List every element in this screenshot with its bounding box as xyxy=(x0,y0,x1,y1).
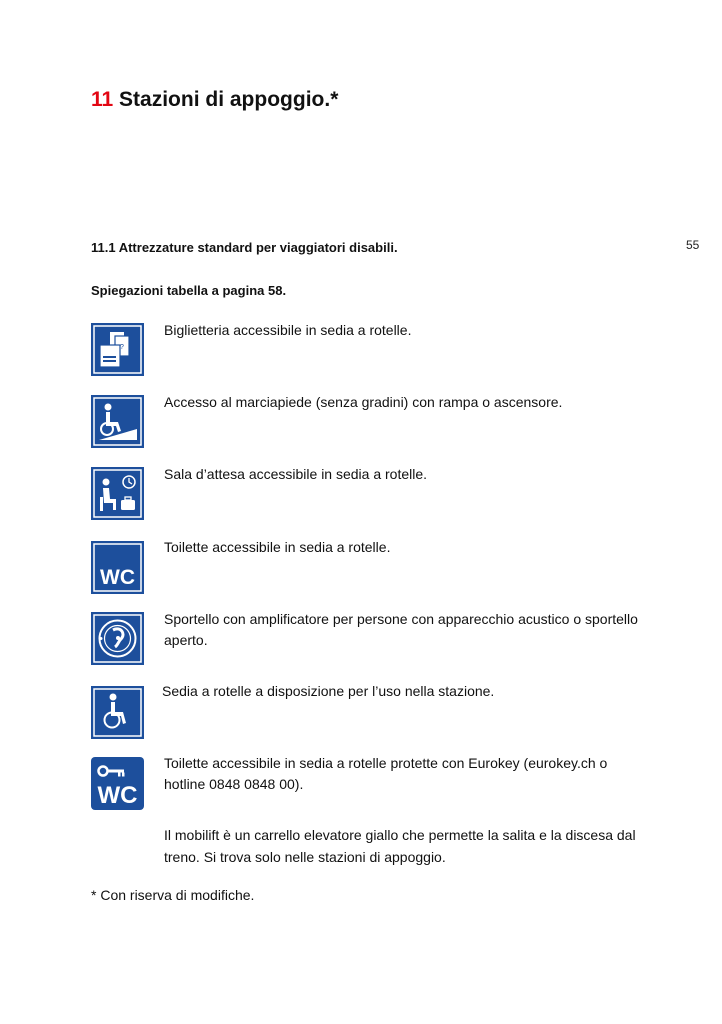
item-wc-text: Toilette accessibile in sedia a rotelle. xyxy=(164,539,391,555)
eurokey-wc-label: WC xyxy=(97,782,138,809)
waiting-room-icon xyxy=(91,467,144,520)
page-number: 55 xyxy=(686,238,700,252)
item-waiting-room-text: Sala d’attesa accessibile in sedia a rotelle. xyxy=(164,466,428,482)
wc-label: WC xyxy=(100,566,135,589)
wheelchair-ramp-icon xyxy=(91,395,144,448)
ticket-office-icon xyxy=(91,323,144,376)
item-ticket-office-text: Biglietteria accessibile in sedia a rotelle. xyxy=(164,322,412,338)
footnote: * Con riserva di modifiche. xyxy=(91,887,255,903)
mobilift-note: Il mobilift è un carrello elevatore giallo che permette la salita e la discesa dal treno. Si trova solo nelle stazioni di appoggio. xyxy=(164,827,636,865)
wheelchair-icon xyxy=(91,686,144,739)
page-title xyxy=(91,88,338,112)
item-wheelchair-text: Sedia a rotelle a disposizione per l’uso nella stazione. xyxy=(162,683,495,699)
wc-icon xyxy=(91,541,144,594)
item-eurokey-wc-text: Toilette accessibile in sedia a rotelle protette con Eurokey (eurokey.ch o hotline 0848 0848 00). xyxy=(164,755,608,792)
chapter-number: 11 xyxy=(91,88,114,111)
item-ramp-text: Accesso al marciapiede (senza gradini) con rampa o ascensore. xyxy=(164,394,563,410)
section-heading: 11.1 Attrezzature standard per viaggiatori disabili. xyxy=(91,240,398,255)
svg-text:?: ? xyxy=(120,344,124,351)
hearing-loop-icon xyxy=(91,612,144,665)
eurokey-wc-icon xyxy=(91,757,144,810)
chapter-title: Stazioni di appoggio.* xyxy=(119,88,339,111)
table-explanation: Spiegazioni tabella a pagina 58. xyxy=(91,283,287,298)
item-hearing-loop-text: Sportello con amplificatore per persone con apparecchio acustico o sportello aperto. xyxy=(164,611,638,648)
